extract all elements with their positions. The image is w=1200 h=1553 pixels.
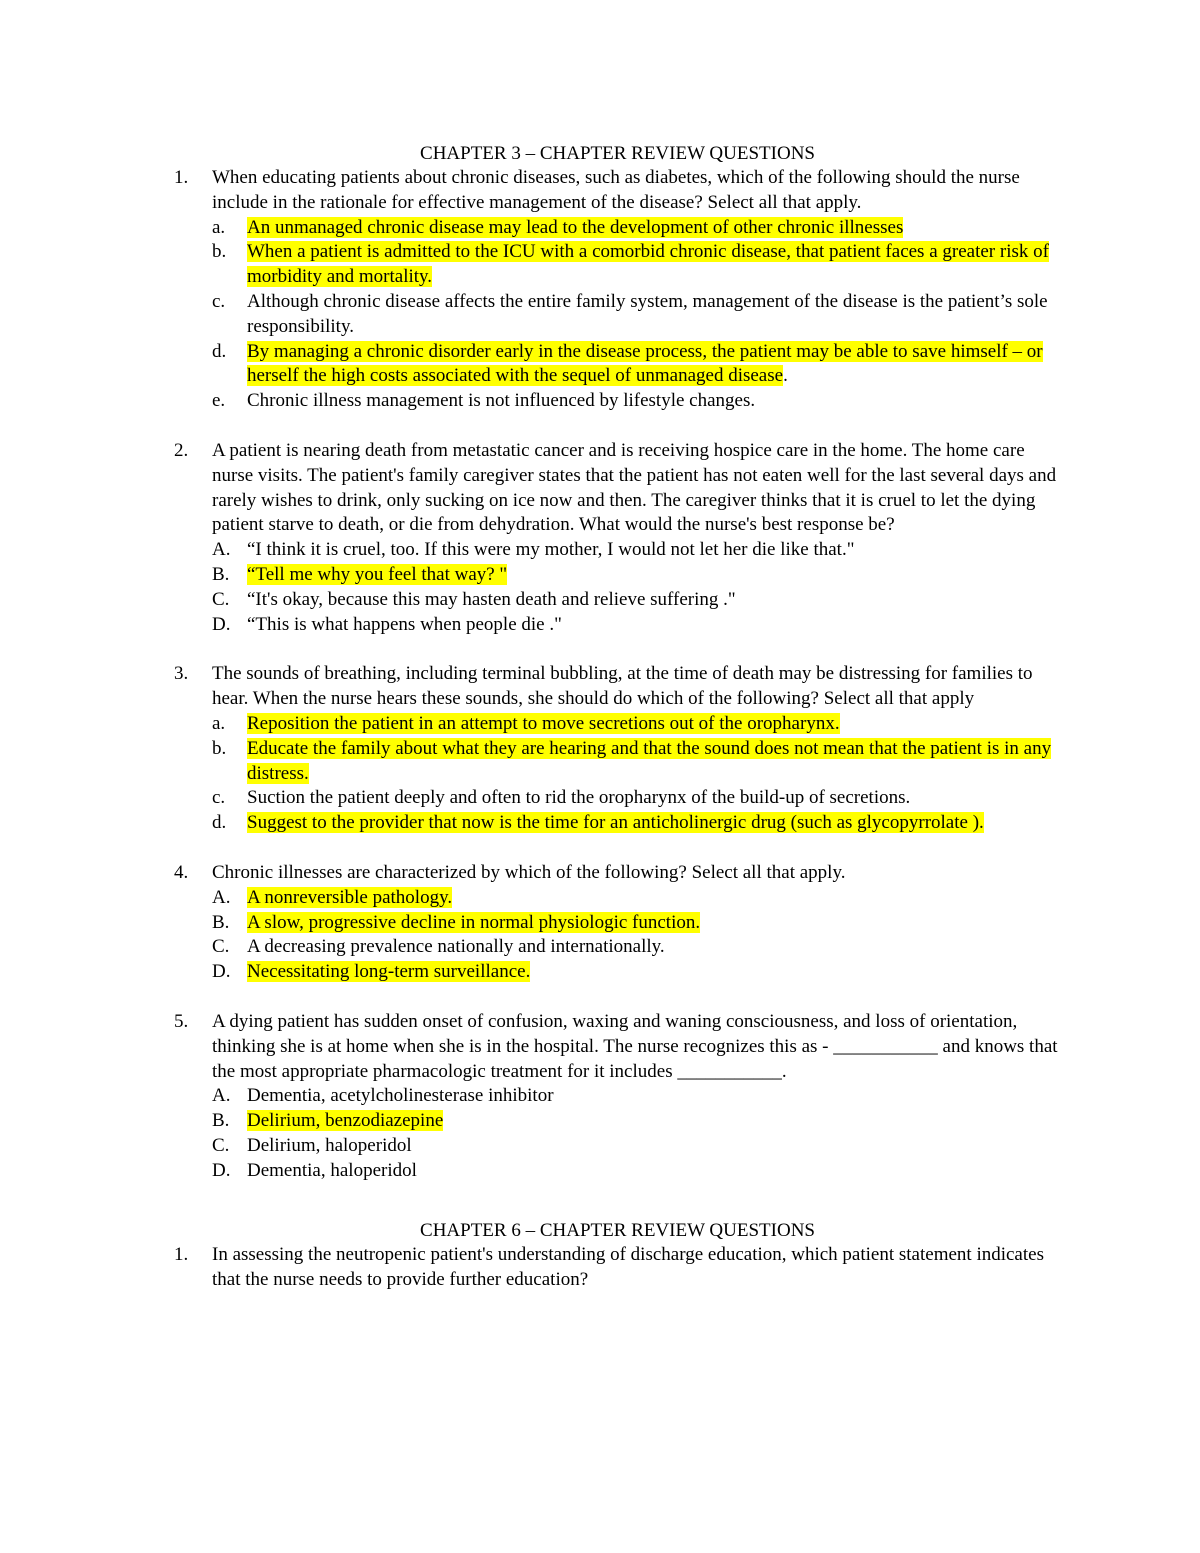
option-text: Dementia, haloperidol — [247, 1159, 417, 1181]
question-number: 1. — [174, 1244, 189, 1266]
answer-option-d — [212, 960, 1062, 985]
option-text-highlighted: An unmanaged chronic disease may lead to the development of other chronic illnesses — [247, 216, 904, 238]
option-text: Although chronic disease affects the entire family system, management of the disease is the patient’s sole responsibility. — [247, 290, 1048, 337]
answer-options — [212, 712, 1062, 836]
question-number: 5. — [174, 1010, 189, 1032]
answer-option-c — [212, 1134, 1062, 1159]
option-letter: D. — [212, 961, 231, 983]
option-text-highlighted: Educate the family about what they are hearing and that the sound does not mean that the patient is in any distress. — [247, 737, 1052, 784]
option-letter: a. — [212, 216, 226, 238]
answer-option-b — [212, 737, 1062, 787]
answer-options — [212, 1084, 1062, 1183]
option-letter: e. — [212, 390, 226, 412]
answer-option-b — [212, 1109, 1062, 1134]
answer-option-c — [212, 588, 1062, 613]
answer-option-c — [212, 786, 1062, 811]
option-letter: D. — [212, 1159, 231, 1181]
option-text-highlighted: Reposition the patient in an attempt to move secretions out of the oropharynx. — [247, 712, 840, 734]
option-text: Delirium, haloperidol — [247, 1134, 412, 1156]
question-2 — [174, 439, 1062, 637]
option-text: Dementia, acetylcholinesterase inhibitor — [247, 1085, 554, 1107]
option-text-suffix: . — [783, 365, 788, 387]
option-text-highlighted: Suggest to the provider that now is the time for an anticholinergic drug (such as glycopyrrolate ). — [247, 812, 984, 834]
option-text-highlighted: By managing a chronic disorder early in the disease process, the patient may be able to save himself – or herself the high costs associated with the sequel of unmanaged disease — [247, 340, 1043, 387]
answer-option-c — [212, 935, 1062, 960]
answer-option-b — [212, 240, 1062, 290]
question-text: A patient is nearing death from metastatic cancer and is receiving hospice care in the home. The home care nurse visits. The patient's family caregiver states that the patient has not eaten well for the last several days and rarely wishes to drink, only sucking on ice now and then. The caregiver thinks that it is cruel to let the dying patient starve to death, or die from dehydration. What would the nurse's best response be? — [212, 439, 1057, 536]
option-text: “This is what happens when people die ." — [247, 613, 562, 635]
option-letter: b. — [212, 241, 227, 263]
question-number: 2. — [174, 439, 189, 461]
answer-option-e — [212, 389, 1062, 414]
chapter-6-heading: CHAPTER 6 – CHAPTER REVIEW QUESTIONS — [420, 1220, 815, 1242]
question-number: 3. — [174, 663, 189, 685]
option-letter: A. — [212, 886, 231, 908]
option-letter: A. — [212, 539, 231, 561]
option-letter: B. — [212, 563, 230, 585]
question-text: Chronic illnesses are characterized by which of the following? Select all that apply. — [212, 861, 846, 883]
question-5 — [174, 1010, 1062, 1184]
answer-option-c — [212, 290, 1062, 340]
option-letter: A. — [212, 1085, 231, 1107]
answer-option-a — [212, 886, 1062, 911]
answer-option-a — [212, 216, 1062, 241]
option-text: “I think it is cruel, too. If this were my mother, I would not let her die like that." — [247, 539, 855, 561]
option-text-highlighted: A slow, progressive decline in normal physiologic function. — [247, 911, 701, 933]
answer-option-d — [212, 811, 1062, 836]
answer-option-b — [212, 563, 1062, 588]
answer-option-a — [212, 1084, 1062, 1109]
option-letter: b. — [212, 737, 227, 759]
option-text-highlighted: Necessitating long-term surveillance. — [247, 961, 531, 983]
option-text-highlighted: “Tell me why you feel that way? " — [247, 563, 508, 585]
question-text: A dying patient has sudden onset of confusion, waxing and waning consciousness, and loss of orientation, thinking she is at home when she is in the hospital. The nurse recognizes this as - ___________ and knows that the most appropriate pharmacologic treatment for it includes ___________. — [212, 1010, 1058, 1082]
option-text-highlighted: When a patient is admitted to the ICU with a comorbid chronic disease, that patient faces a greater risk of morbidity and mortality. — [247, 241, 1049, 288]
question-1 — [174, 166, 1062, 414]
answer-option-a — [212, 712, 1062, 737]
answer-option-b — [212, 911, 1062, 936]
option-letter: a. — [212, 712, 226, 734]
option-letter: c. — [212, 787, 226, 809]
answer-options — [212, 886, 1062, 985]
question-text: When educating patients about chronic diseases, such as diabetes, which of the following should the nurse include in the rationale for effective management of the disease? Select all that apply. — [212, 167, 1020, 213]
question-text: The sounds of breathing, including terminal bubbling, at the time of death may be distressing for families to hear. When the nurse hears these sounds, she should do which of the following? Select all that apply — [212, 663, 1033, 710]
answer-option-d — [212, 613, 1062, 638]
option-letter: C. — [212, 936, 230, 958]
option-letter: d. — [212, 340, 227, 362]
option-letter: C. — [212, 588, 230, 610]
option-text: A decreasing prevalence nationally and internationally. — [247, 936, 665, 958]
option-text-highlighted: A nonreversible pathology. — [247, 886, 453, 908]
answer-option-a — [212, 538, 1062, 563]
question-number: 1. — [174, 167, 189, 188]
option-letter: B. — [212, 1110, 230, 1132]
option-letter: d. — [212, 812, 227, 834]
option-text: Chronic illness management is not influenced by lifestyle changes. — [247, 390, 756, 412]
answer-option-d — [212, 1159, 1062, 1184]
question-4 — [174, 861, 1062, 985]
chapter-3-heading: CHAPTER 3 – CHAPTER REVIEW QUESTIONS — [420, 143, 815, 164]
answer-options — [212, 538, 1062, 637]
answer-options — [212, 216, 1062, 414]
question-number: 4. — [174, 861, 189, 883]
option-text-highlighted: Delirium, benzodiazepine — [247, 1110, 444, 1132]
option-text: “It's okay, because this may hasten death and relieve suffering ." — [247, 588, 736, 610]
option-letter: C. — [212, 1134, 230, 1156]
option-text: Suction the patient deeply and often to rid the oropharynx of the build-up of secretions. — [247, 787, 911, 809]
option-letter: B. — [212, 911, 230, 933]
chapter-6-question-1 — [174, 1243, 1062, 1293]
option-letter: D. — [212, 613, 231, 635]
question-3 — [174, 662, 1062, 836]
option-letter: c. — [212, 290, 226, 312]
question-text: In assessing the neutropenic patient's understanding of discharge education, which patient statement indicates that the nurse needs to provide further education? — [212, 1244, 1044, 1291]
answer-option-d — [212, 340, 1062, 390]
